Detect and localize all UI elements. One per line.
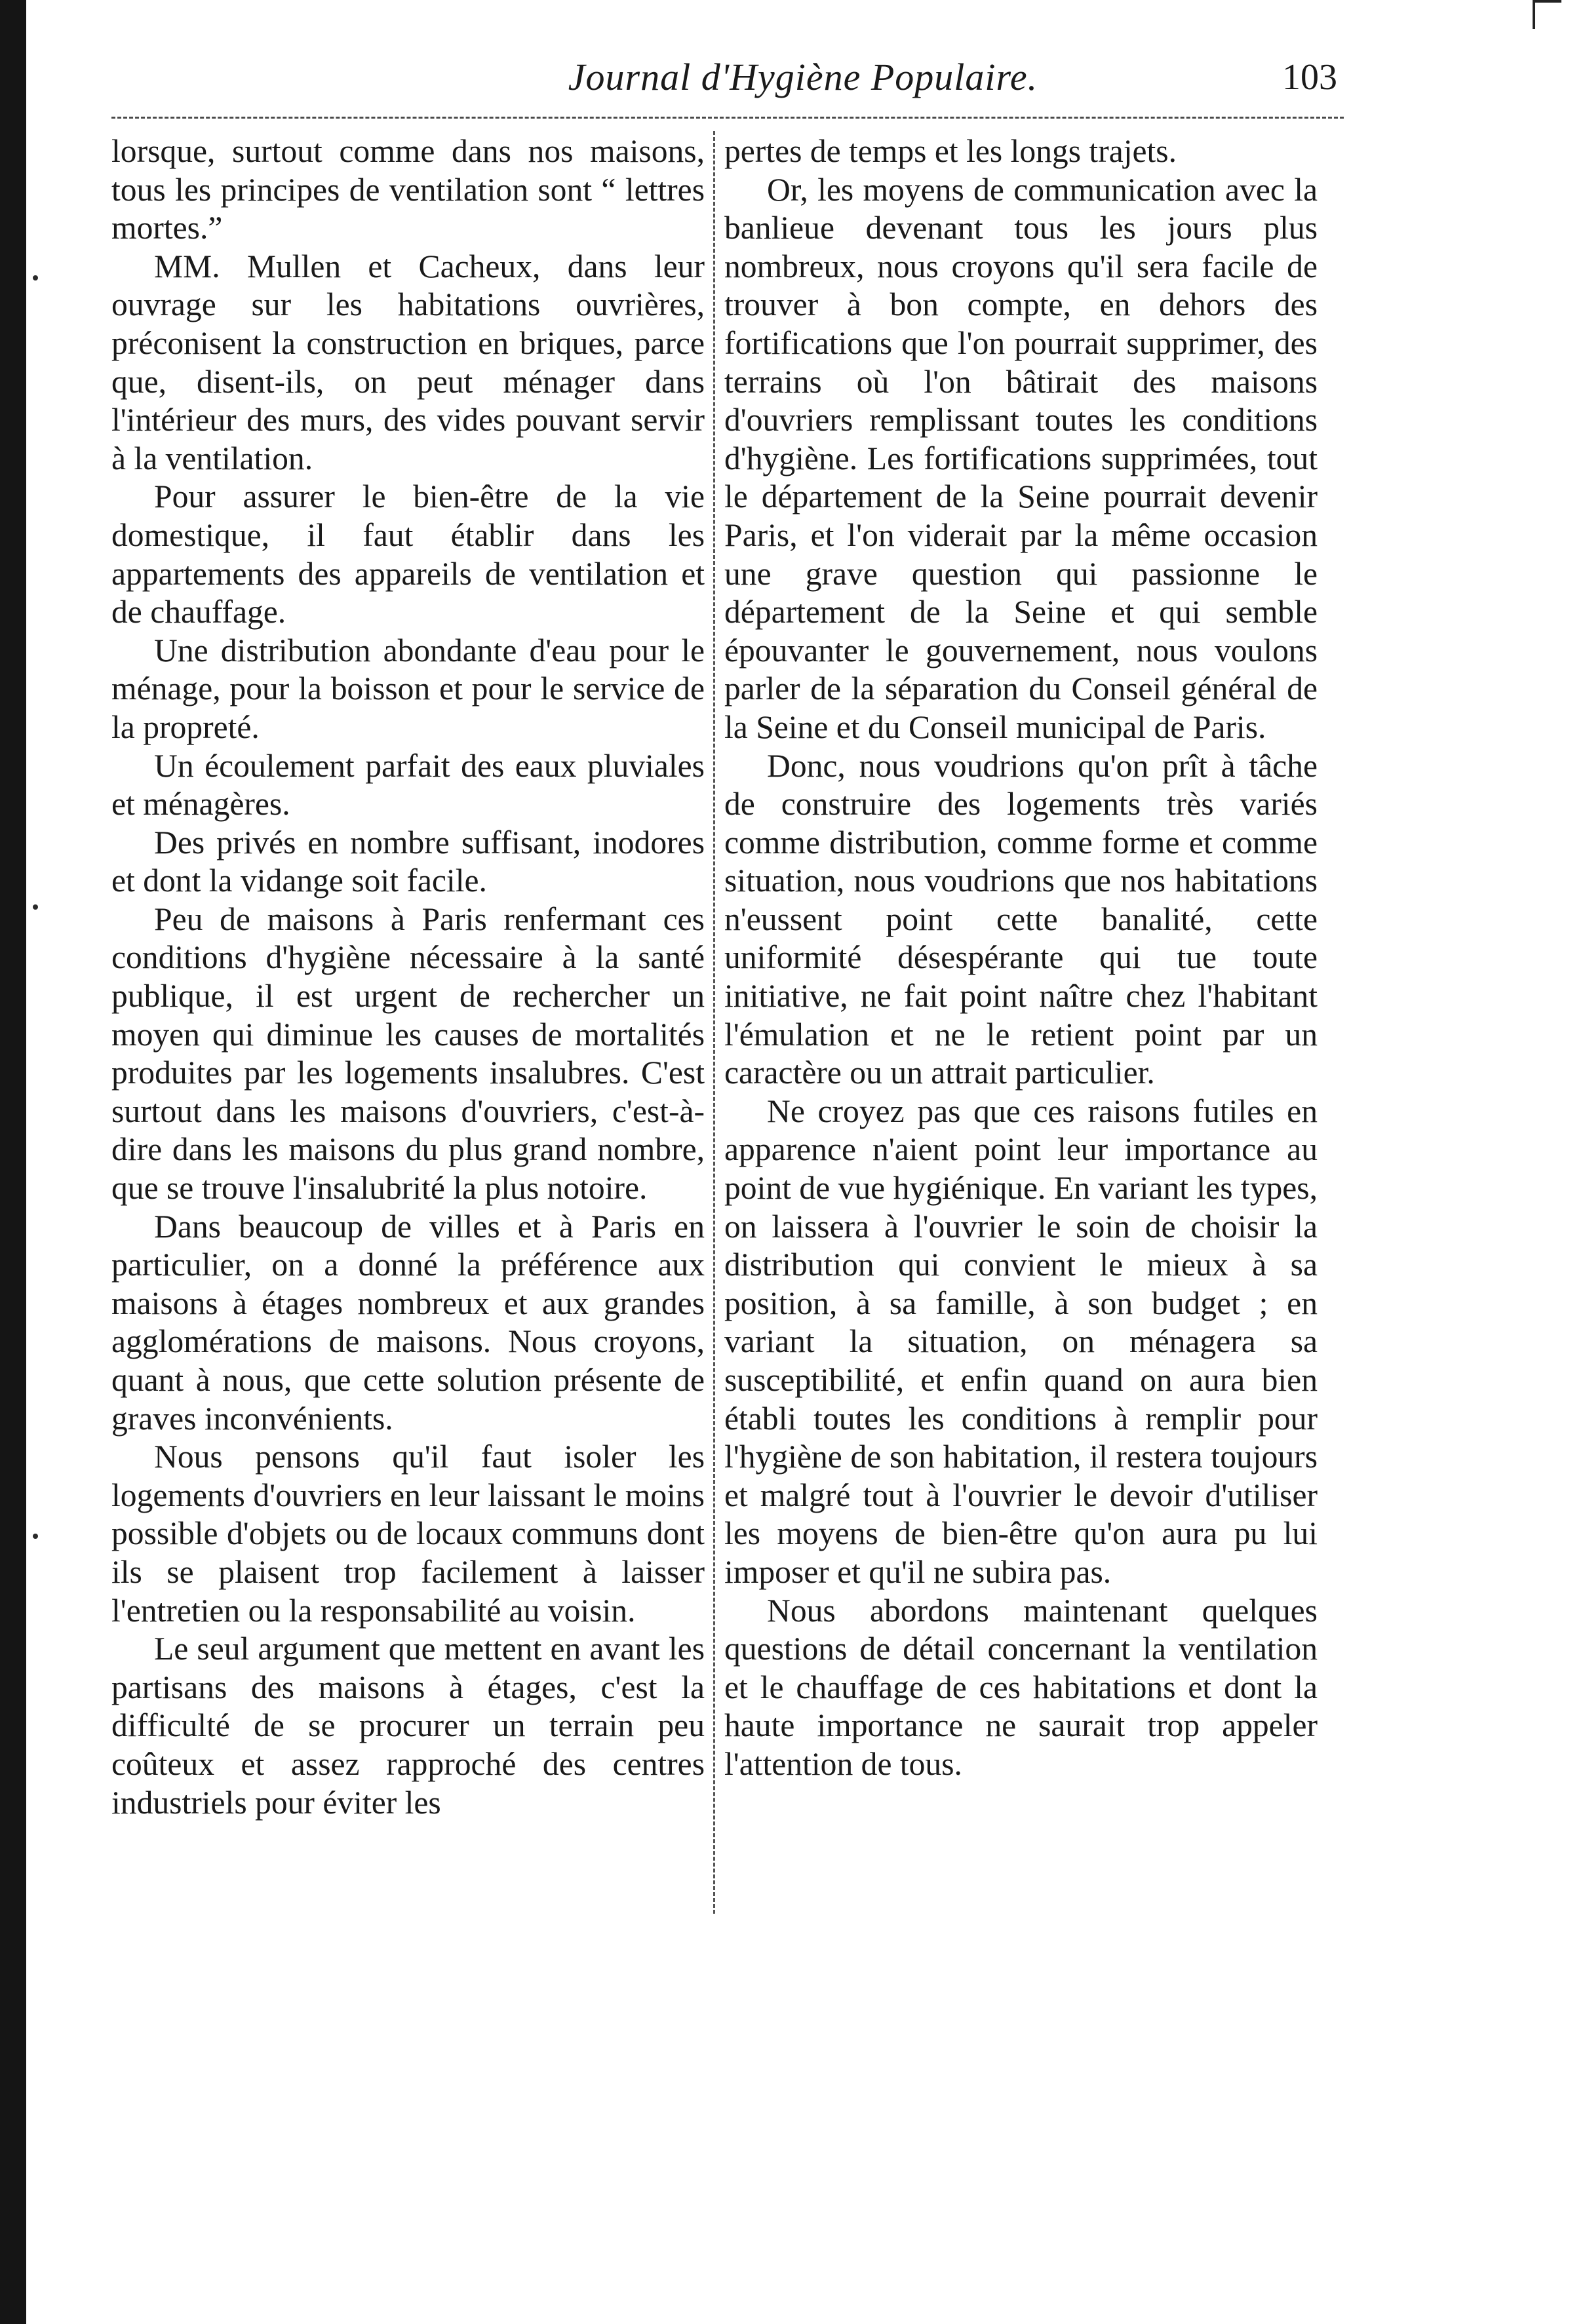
binding-marks xyxy=(33,275,39,1848)
corner-mark xyxy=(1533,0,1561,29)
paragraph: MM. Mullen et Cacheux, dans leur ouvrage sur les habitations ouvrières, préconisent la construction en briques, parce que, disent-ils, on peut ménager dans l'intérieur des murs, des vides pouvant servir à la ventilation. xyxy=(111,248,705,476)
binding-edge xyxy=(0,0,26,2324)
running-title: Journal d'Hygiène Populaire. xyxy=(568,56,1038,98)
paragraph: pertes de temps et les longs trajets. xyxy=(724,133,1177,169)
header-rule xyxy=(111,117,1344,119)
paragraph: Une distribution abondante d'eau pour le ménage, pour la boisson et pour le service de la propreté. xyxy=(111,632,705,745)
paragraph: Dans beaucoup de villes et à Paris en particulier, on a donné la préférence aux maisons à étages nombreux et aux grandes agglomérations de maisons. Nous croyons, quant à nous, que cette solution présente de graves inconvénients. xyxy=(111,1208,705,1437)
paragraph: Or, les moyens de communication avec la banlieue devenant tous les jours plus nombreux, nous croyons qu'il sera facile de trouver à bon compte, en dehors des fortifications que l'on pourrait supprimer, des terrains où l'on bâtirait des maisons d'ouvriers remplissant toutes les conditions d'hygiène. Les fortifications supprimées, tout le département de la Seine pourrait devenir Paris, et l'on viderait par la même occasion une grave question qui passionne le département de la Seine et qui semble épouvanter le gouvernement, nous voulons parler de la séparation du Conseil général de la Seine et du Conseil municipal de Paris. xyxy=(724,171,1318,745)
paragraph: Le seul argument que mettent en avant les partisans des maisons à étages, c'est la difficulté de se procurer un terrain peu coûteux et assez rapproché des centres industriels pour éviter les xyxy=(111,1631,705,1821)
paragraph: Un écoulement parfait des eaux pluviales et ménagères. xyxy=(111,747,705,823)
paragraph: Pour assurer le bien-être de la vie domestique, il faut établir dans les appartements des appareils de ventilation et de chauffage. xyxy=(111,478,705,630)
paragraph: Des privés en nombre suffisant, inodores et dont la vidange soit facile. xyxy=(111,824,705,899)
page-number: 103 xyxy=(1282,57,1337,98)
paragraph: Nous pensons qu'il faut isoler les logements d'ouvriers en leur laissant le moins possible d'objets ou de locaux communs dont ils se plaisent trop facilement à laisser l'entretien ou la responsabilité au voisin. xyxy=(111,1439,705,1629)
paragraph: Nous abordons maintenant quelques questions de détail concernant la ventilation et le chauffage de ces habitations et dont la haute importance ne saurait trop appeler l'attention de tous. xyxy=(724,1592,1318,1782)
paragraph: lorsque, surtout comme dans nos maisons, tous les principes de ventilation sont “ lettres mortes.” xyxy=(111,133,705,246)
paragraph: Donc, nous voudrions qu'on prît à tâche de construire des logements très variés comme distribution, comme forme et comme situation, nous voudrions que nos habitations n'eussent point cette banalité, cette uniformité désespérante qui tue toute initiative, ne fait point naître chez l'habitant l'émulation et ne le retient point par un caractère ou un attrait particulier. xyxy=(724,747,1318,1091)
page-header xyxy=(105,51,1337,110)
column-divider xyxy=(713,131,715,1914)
left-column xyxy=(111,132,705,1822)
paragraph: Ne croyez pas que ces raisons futiles en apparence n'aient point leur importance au point de vue hygiénique. En variant les types, on laissera à l'ouvrier le soin de choisir la distribution qui convient le mieux à sa position, à sa famille, à son budget ; en variant la situation, on ménagera sa susceptibilité, et enfin quand on aura bien établi toutes les conditions à remplir pour l'hygiène de son habitation, il restera toujours et malgré tout à l'ouvrier le devoir d'utiliser les moyens de bien-être qu'on aura pu lui imposer et qu'il ne subira pas. xyxy=(724,1093,1318,1590)
right-column xyxy=(724,132,1318,1784)
paragraph: Peu de maisons à Paris renfermant ces conditions d'hygiène nécessaire à la santé publique, il est urgent de rechercher un moyen qui diminue les causes de mortalités produites par les logements insalubres. C'est surtout dans les maisons d'ouvriers, c'est-à-dire dans les maisons du plus grand nombre, que se trouve l'insalubrité la plus notoire. xyxy=(111,901,705,1207)
